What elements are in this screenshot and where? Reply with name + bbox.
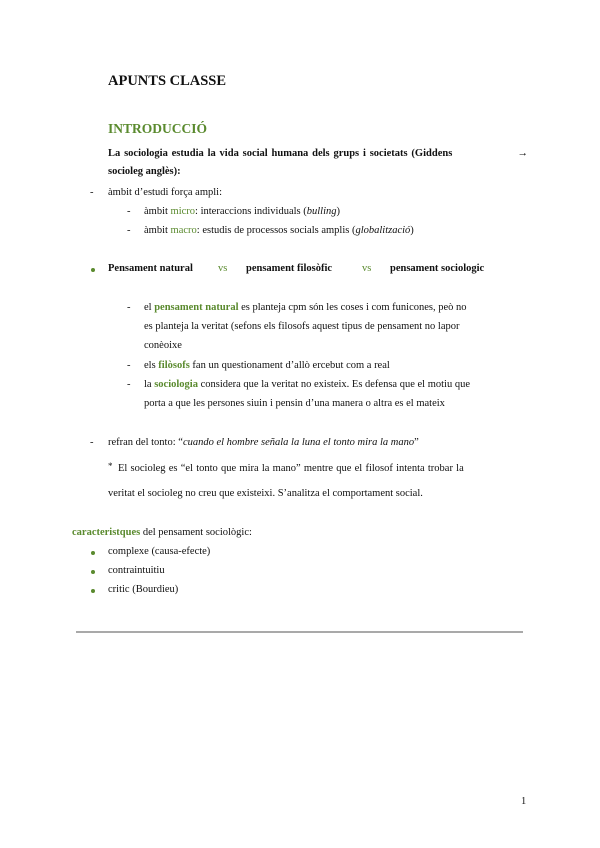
filosofs-keyword: filòsofs bbox=[158, 360, 190, 371]
dash-marker: - bbox=[127, 379, 131, 390]
page-number: 1 bbox=[521, 796, 527, 807]
bullet-icon bbox=[91, 589, 95, 593]
intro-line-1 bbox=[108, 148, 528, 159]
filosofs-line: els filòsofs fan un questionament d’allò ercebut com a real bbox=[144, 360, 390, 371]
note-marker: * bbox=[108, 461, 113, 471]
macro-keyword: macro bbox=[170, 225, 197, 236]
micro-keyword: micro bbox=[170, 206, 196, 217]
comparison-filosofic: pensament filosòfic bbox=[246, 263, 333, 274]
bullet-icon bbox=[91, 551, 95, 555]
natural-keyword: pensament natural bbox=[154, 302, 239, 313]
ambit-micro-item: àmbit micro: interaccions individuals (bulling) bbox=[144, 206, 340, 217]
intro-line-2: socioleg anglès): bbox=[108, 166, 181, 177]
section-heading: INTRODUCCIÓ bbox=[108, 121, 208, 136]
sociologia-keyword: sociologia bbox=[154, 379, 198, 390]
comparison-natural: Pensament natural bbox=[108, 263, 193, 274]
natural-line-1: el pensament natural es planteja cpm són les coses i com funicones, peò no bbox=[144, 302, 467, 313]
ambit-text: àmbit d’estudi força ampli: bbox=[108, 187, 223, 198]
note-line-1: El socioleg es “el tonto que mira la mano” mentre que el filosof intenta trobar la bbox=[118, 463, 464, 474]
caracteristiques-heading: caracteristques del pensament sociològic: bbox=[72, 527, 252, 538]
horizontal-divider bbox=[76, 631, 523, 633]
dash-marker: - bbox=[127, 302, 131, 313]
dash-marker: - bbox=[127, 225, 131, 236]
page-title: APUNTS CLASSE bbox=[108, 73, 227, 89]
dash-marker: - bbox=[90, 187, 94, 198]
refran-line: refran del tonto: “cuando el hombre señala la luna el tonto mira la mano” bbox=[108, 437, 419, 448]
list-item: critic (Bourdieu) bbox=[108, 584, 179, 595]
list-item: complexe (causa-efecte) bbox=[108, 546, 211, 557]
note-line-2: veritat el socioleg no creu que existeixi. S’analitza el comportament social. bbox=[108, 488, 423, 499]
comparison-vs: vs bbox=[218, 263, 228, 274]
dash-marker: - bbox=[127, 360, 131, 371]
bullet-icon bbox=[91, 268, 95, 272]
intro-text: La sociologia estudia la vida social humana dels grups i societats (Giddens bbox=[108, 148, 453, 159]
dash-marker: - bbox=[90, 437, 94, 448]
refran-quote: cuando el hombre señala la luna el tonto mira la mano bbox=[182, 437, 415, 448]
list-item: contraintuitiu bbox=[108, 565, 165, 576]
comparison-vs: vs bbox=[362, 263, 372, 274]
arrow-icon: → bbox=[517, 148, 528, 159]
caracteristiques-keyword: caracteristques bbox=[72, 527, 141, 538]
sociologia-line-1: la sociologia considera que la veritat no existeix. Es defensa que el motiu que bbox=[144, 379, 470, 390]
dash-marker: - bbox=[127, 206, 131, 217]
natural-line-2: es planteja la veritat (sefons els filosofs aquest tipus de pensament no lapor bbox=[144, 321, 460, 332]
ambit-macro-item: àmbit macro: estudis de processos socials amplis (globalització) bbox=[144, 225, 414, 236]
bullet-icon bbox=[91, 570, 95, 574]
natural-line-3: conèoixe bbox=[144, 340, 182, 351]
comparison-sociologic: pensament sociologic bbox=[390, 263, 485, 274]
sociologia-line-2: porta a que les persones siuin i pensin d’una manera o altra es el mateix bbox=[144, 398, 445, 409]
